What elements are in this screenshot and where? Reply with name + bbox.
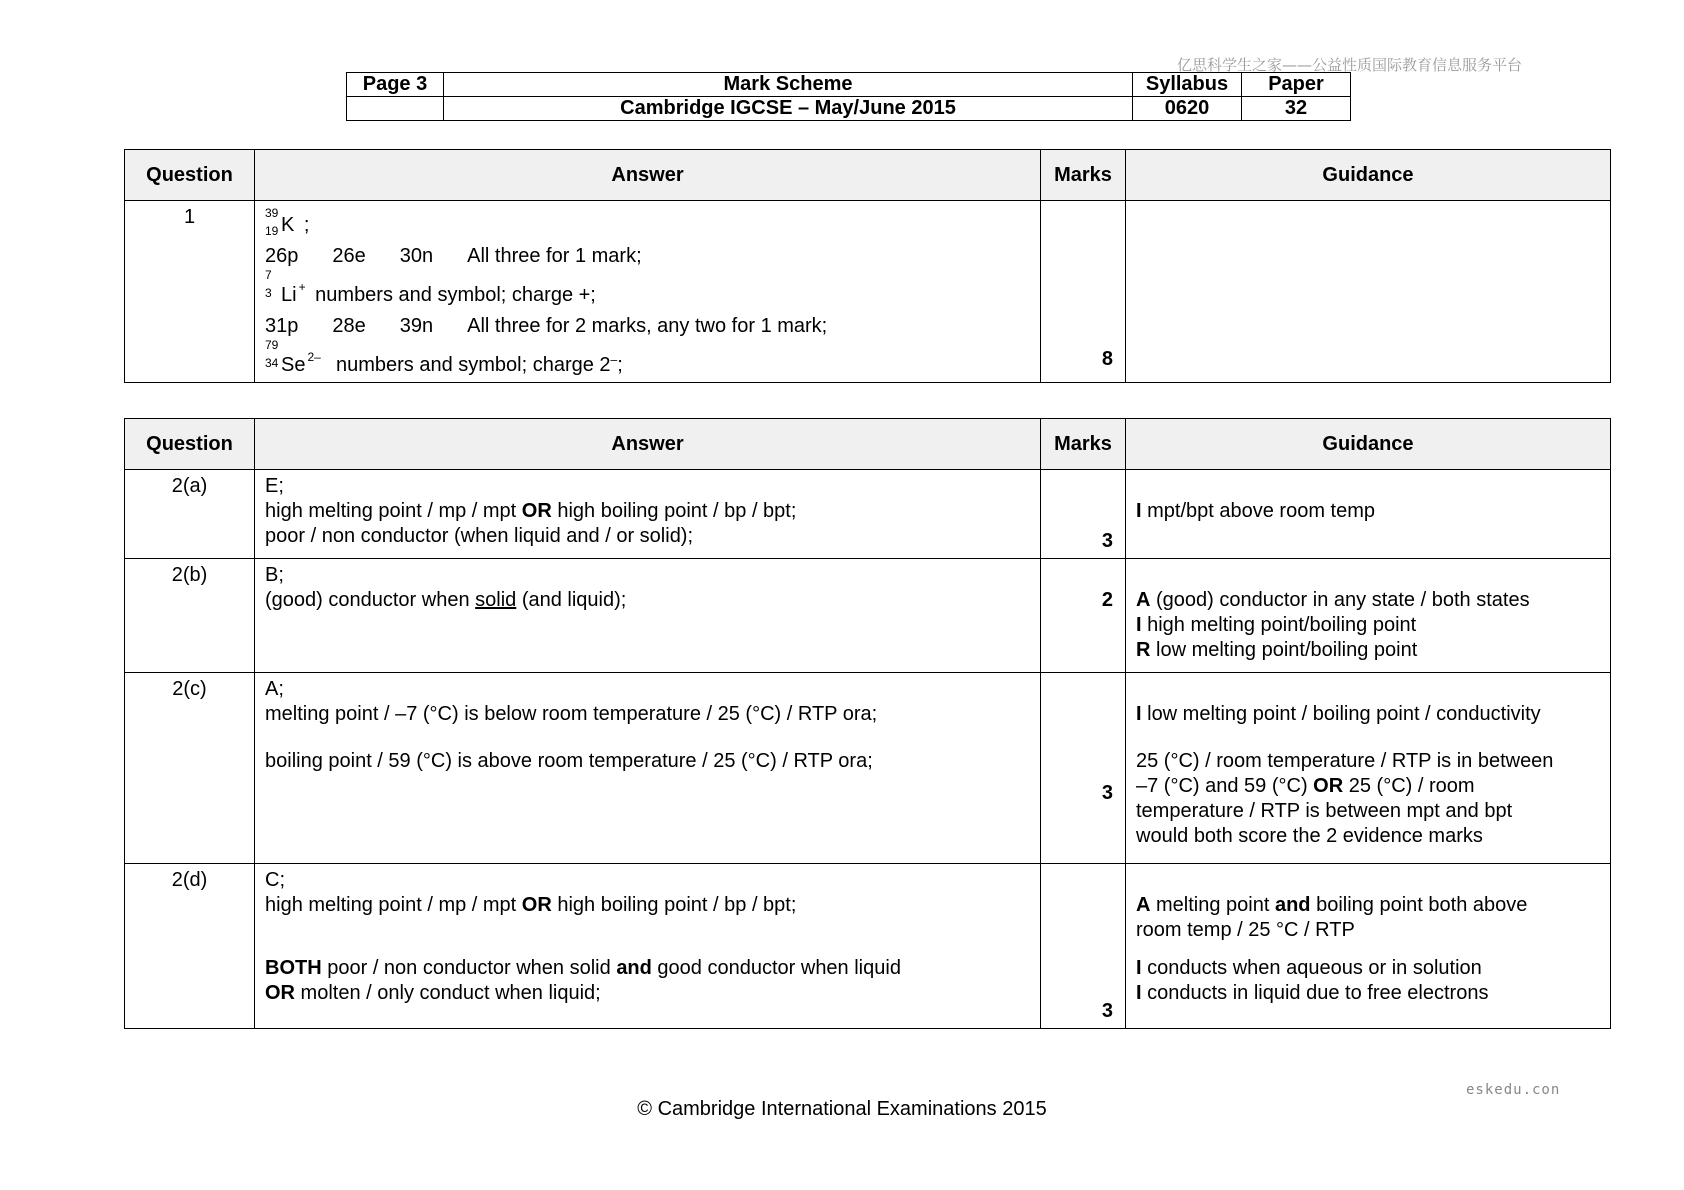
- document-title: Mark Scheme: [444, 73, 1133, 97]
- answer-cell: E; high melting point / mp / mpt OR high boiling point / bp / bpt; poor / non conductor (when liquid and / or solid);: [255, 470, 1041, 559]
- column-header-answer: Answer: [255, 150, 1041, 201]
- answer-cell: B; (good) conductor when solid (and liquid);: [255, 559, 1041, 673]
- guidance-cell: I low melting point / boiling point / conductivity 25 (°C) / room temperature / RTP is in between –7 (°C) and 59 (°C) OR 25 (°C) / room temperature / RTP is between mpt and bpt would both score the 2 evidence marks: [1126, 673, 1611, 864]
- syllabus-label: Syllabus: [1133, 73, 1242, 97]
- table-row-q2d: [125, 864, 1611, 1029]
- answer-line-selenium: 79 34 Se $^{2-}$ numbers and symbol; charge 2–;: [265, 338, 623, 376]
- question-number: 2(c): [125, 673, 255, 864]
- marks-cell: 3: [1041, 673, 1126, 864]
- column-header-guidance: Guidance: [1126, 150, 1611, 201]
- isotope-lithium-ion: 7 3 Li +: [265, 268, 306, 306]
- paper-label: Paper: [1242, 73, 1351, 97]
- question-number: 1: [125, 201, 255, 383]
- table-header-row: [125, 419, 1611, 470]
- answer-cell: C; high melting point / mp / mpt OR high boiling point / bp / bpt; BOTH poor / non conductor when solid and good conductor when liquid OR molten / only conduct when liquid;: [255, 864, 1041, 1029]
- column-header-marks: Marks: [1041, 150, 1126, 201]
- guidance-cell: A melting point and boiling point both above room temp / 25 °C / RTP I conducts when aqueous or in solution I conducts in liquid due to free electrons: [1126, 864, 1611, 1029]
- question-number: 2(b): [125, 559, 255, 673]
- table-row-q2a: [125, 470, 1611, 559]
- table-row-q2c: [125, 673, 1611, 864]
- syllabus-code: 0620: [1133, 97, 1242, 121]
- column-header-question: Question: [125, 150, 255, 201]
- question-number: 2(d): [125, 864, 255, 1029]
- marks-cell: 2: [1041, 559, 1126, 673]
- watermark-top: 亿思科学生之家——公益性质国际教育信息服务平台: [1177, 56, 1523, 74]
- isotope-potassium: 39 19 K: [265, 206, 295, 238]
- answer-line-lithium: 7 3 Li + numbers and symbol; charge +;: [265, 268, 596, 306]
- answer-line-particles-2: 31p 28e 39n All three for 2 marks, any two for 1 mark;: [265, 315, 828, 337]
- answer-cell: [255, 201, 1041, 383]
- column-header-question: Question: [125, 419, 255, 470]
- watermark-bottom: eskedu.con: [1466, 1082, 1561, 1098]
- mark-scheme-table-q1: [124, 149, 1611, 383]
- header-empty-cell: [347, 97, 444, 121]
- page-header-table: [346, 72, 1351, 121]
- guidance-cell: I mpt/bpt above room temp: [1126, 470, 1611, 559]
- guidance-cell: [1126, 201, 1611, 383]
- exam-session: Cambridge IGCSE – May/June 2015: [444, 97, 1133, 121]
- question-number: 2(a): [125, 470, 255, 559]
- answer-line-particles-1: 26p 26e 30n All three for 1 mark;: [265, 245, 642, 267]
- page-number: Page 3: [347, 73, 444, 97]
- answer-cell: A; melting point / –7 (°C) is below room temperature / 25 (°C) / RTP ora; boiling point / 59 (°C) is above room temperature / 25 (°C) / RTP ora;: [255, 673, 1041, 864]
- answer-line-potassium: 39 19 K ;: [265, 206, 310, 238]
- table-header-row: [125, 150, 1611, 201]
- column-header-marks: Marks: [1041, 419, 1126, 470]
- marks-cell: 3: [1041, 864, 1126, 1029]
- isotope-selenide-ion: 79 34 Se $^{2-}$: [265, 338, 321, 376]
- mark-scheme-table-q2: [124, 418, 1611, 1029]
- column-header-answer: Answer: [255, 419, 1041, 470]
- paper-number: 32: [1242, 97, 1351, 121]
- table-row-q1: [125, 201, 1611, 383]
- column-header-guidance: Guidance: [1126, 419, 1611, 470]
- table-row-q2b: [125, 559, 1611, 673]
- guidance-cell: A (good) conductor in any state / both states I high melting point/boiling point R low melting point/boiling point: [1126, 559, 1611, 673]
- marks-cell: 8: [1041, 201, 1126, 383]
- copyright-footer: © Cambridge International Examinations 2015: [637, 1098, 1047, 1120]
- marks-cell: 3: [1041, 470, 1126, 559]
